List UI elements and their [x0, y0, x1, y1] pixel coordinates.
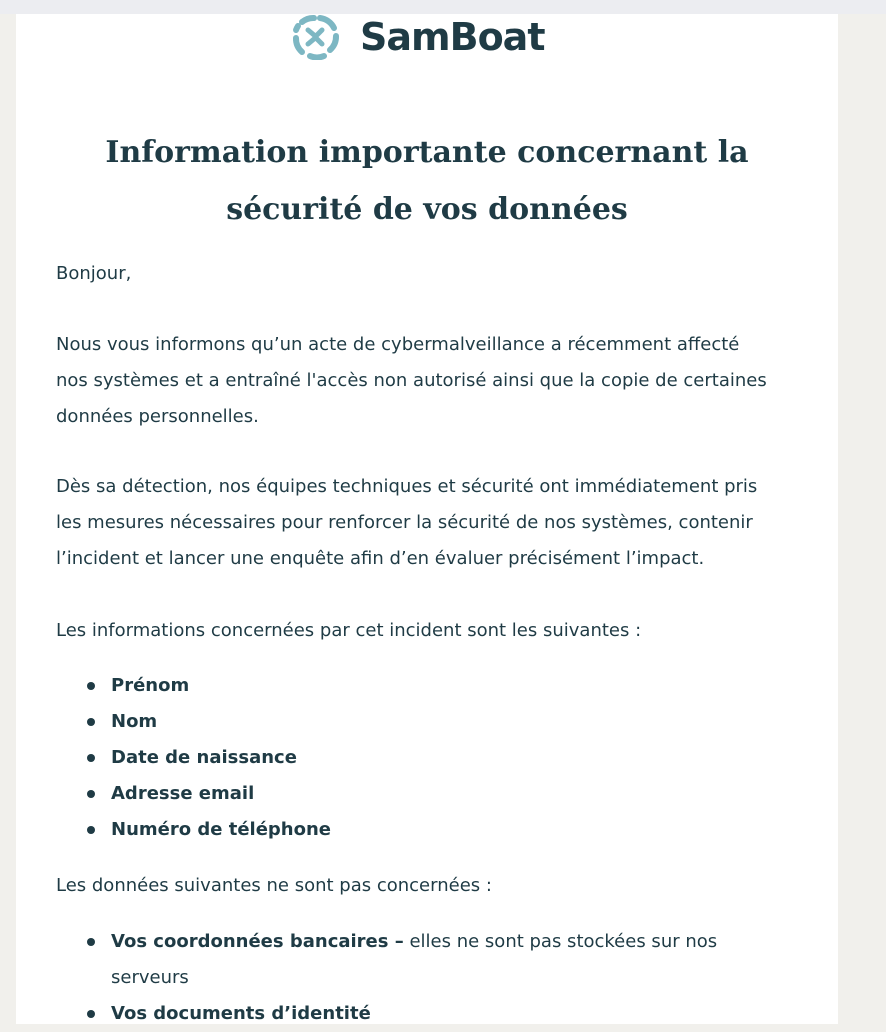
email-body: [16, 14, 838, 1024]
samboat-logo: [290, 14, 544, 60]
list-item: Adresse email: [56, 776, 331, 812]
list-item: Numéro de téléphone: [56, 812, 331, 848]
not-affected-intro: Les données suivantes ne sont pas concernées :: [56, 875, 492, 896]
brand-name: SamBoat: [360, 15, 545, 59]
samboat-logo-icon: [290, 14, 340, 60]
not-affected-list: [56, 924, 717, 1032]
list-item: Vos coordonnées bancaires – elles ne sont pas stockées sur nos serveurs: [56, 924, 717, 996]
title-line-1: Information importante concernant la: [105, 135, 749, 170]
list-item: Date de naissance: [56, 740, 331, 776]
top-bar: [0, 0, 886, 14]
paragraph-response: Dès sa détection, nos équipes techniques et sécurité ont immédiatement pris les mesures nécessaires pour renforcer la sécurité de nos systèmes, contenir l’incident et lancer une enquête afin d’en évaluer précisément l’impact.: [56, 476, 758, 569]
email-title: [16, 124, 838, 238]
title-line-2: sécurité de vos données: [226, 192, 628, 227]
list-item: Vos documents d’identité: [56, 996, 717, 1032]
greeting: Bonjour,: [56, 263, 132, 284]
affected-list: [56, 668, 331, 848]
list-item: Prénom: [56, 668, 331, 704]
paragraph-incident: Nous vous informons qu’un acte de cybermalveillance a récemment affecté nos systèmes et a entraîné l'accès non autorisé ainsi que la copie de certaines données personnelles.: [56, 334, 767, 427]
list-item: Nom: [56, 704, 331, 740]
affected-intro: Les informations concernées par cet incident sont les suivantes :: [56, 620, 642, 641]
